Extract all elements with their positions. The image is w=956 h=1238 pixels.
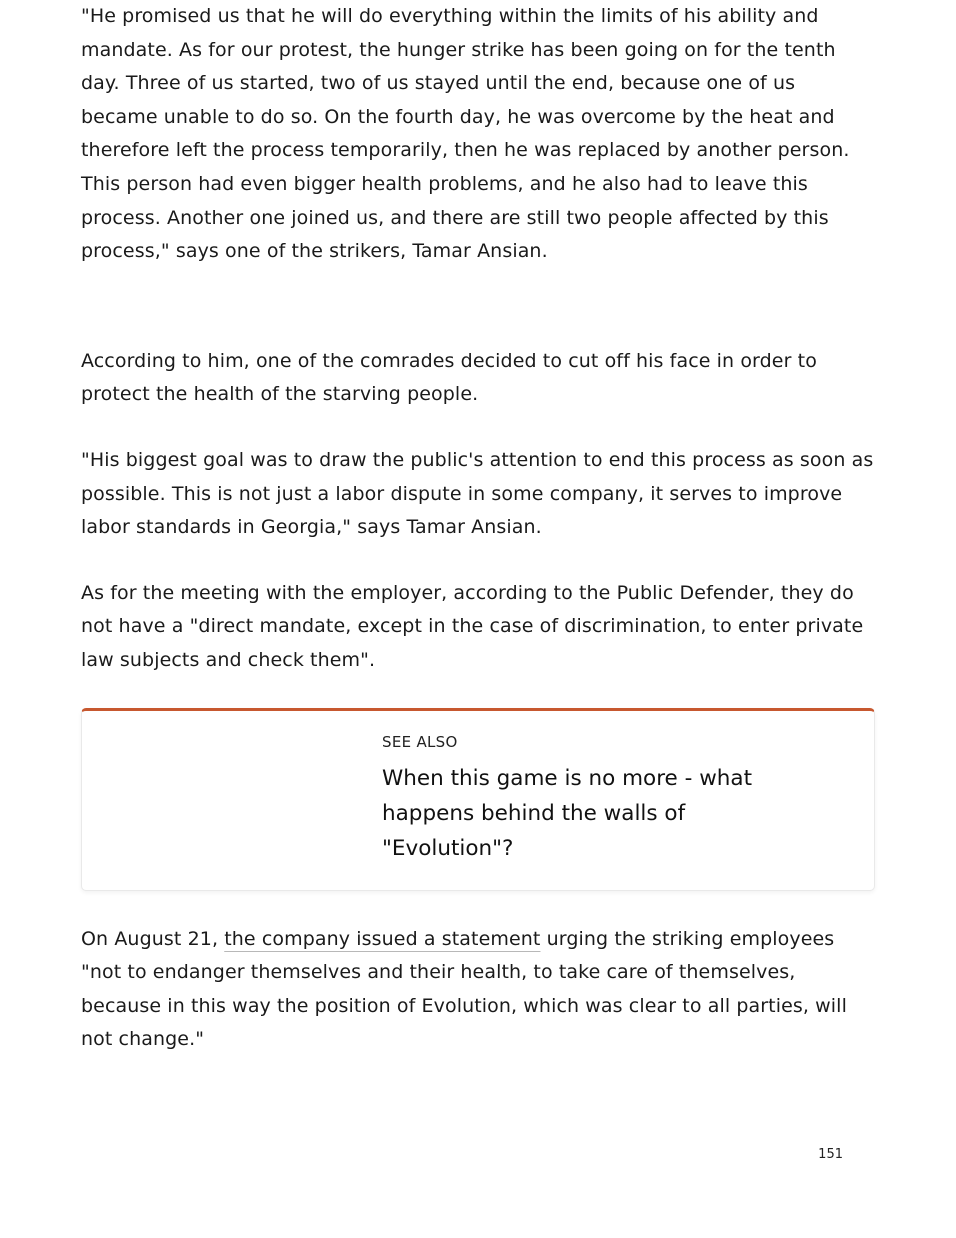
paragraph-comrade: According to him, one of the comrades decided to cut off his face in order to protect the health of the starving people. — [81, 349, 817, 406]
paragraph-company-statement — [81, 923, 875, 1057]
paragraph-strike-quote: "He promised us that he will do everything within the limits of his ability and mandate. As for our protest, the hunger strike has been going on for the tenth day. Three of us started, two of us stayed until the end, because one of us became unable to do so. On the fourth day, he was overcome by the heat and therefore left the process temporarily, then he was replaced by another person. This person had even bigger health problems, and he also had to leave this process. Another one joined us, and there are still two people affected by this process," says one of the strikers, Tamar Ansian. — [81, 5, 850, 263]
page-number: 151 — [818, 1146, 843, 1162]
closing-prefix: On August 21, — [81, 927, 225, 950]
see-also-label: SEE ALSO — [382, 732, 458, 751]
see-also-content — [382, 733, 854, 866]
closing-suffix: urging the striking employees "not to endanger themselves and their health, to take care of themselves, because in this way the position of Evolution, which was clear to all parties, will not change." — [81, 927, 847, 1051]
paragraph-public-defender: As for the meeting with the employer, according to the Public Defender, they do not have a "direct mandate, except in the case of discrimination, to enter private law subjects and check them". — [81, 581, 864, 671]
statement-link[interactable]: the company issued a statement — [224, 927, 541, 950]
paragraph-biggest-goal: "His biggest goal was to draw the public's attention to end this process as soon as possible. This is not just a labor dispute in some company, it serves to improve labor standards in Georgia," says Tamar Ansian. — [81, 448, 874, 539]
see-also-card[interactable] — [81, 708, 875, 891]
article-content — [81, 0, 875, 1162]
see-also-title-link[interactable]: When this game is no more - what happens behind the walls of "Evolution"? — [382, 765, 753, 861]
